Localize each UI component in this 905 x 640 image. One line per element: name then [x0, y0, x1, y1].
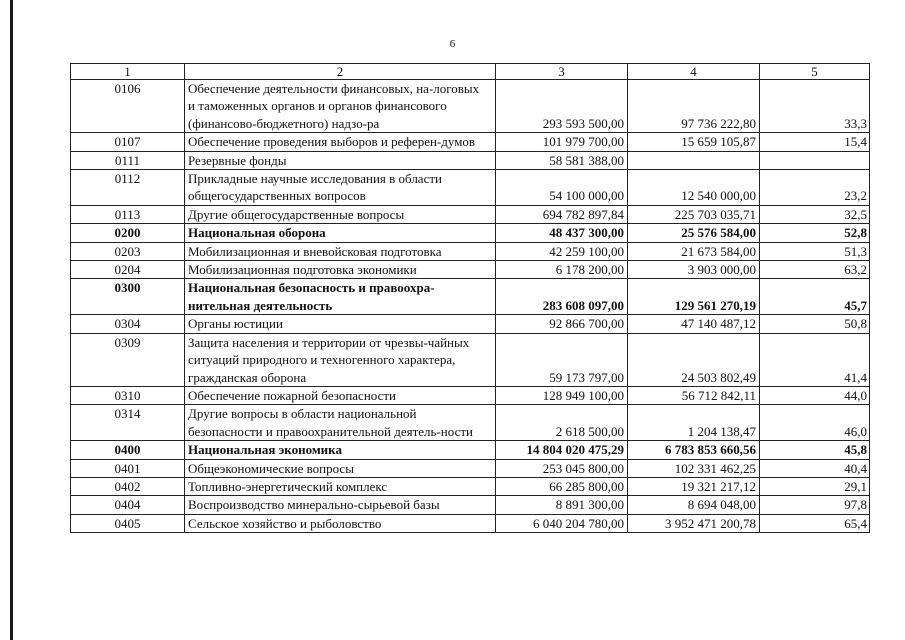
row-name-cell: Воспроизводство минерально-сырьевой базы	[185, 496, 496, 514]
table-row	[71, 315, 870, 333]
row-plan-cell: 6 040 204 780,00	[496, 514, 628, 532]
row-percent-cell: 15,4	[760, 133, 870, 151]
row-name-cell: Защита населения и территории от чрезвы-чайных ситуаций природного и техногенного характера, гражданская оборона	[185, 333, 496, 386]
row-percent-cell: 65,4	[760, 514, 870, 532]
row-name-cell: Общеэкономические вопросы	[185, 459, 496, 477]
row-actual-cell: 8 694 048,00	[628, 496, 760, 514]
row-actual-cell: 24 503 802,49	[628, 333, 760, 386]
table-row	[71, 459, 870, 477]
row-percent-cell: 97,8	[760, 496, 870, 514]
table-row	[71, 261, 870, 279]
row-percent-cell: 44,0	[760, 386, 870, 404]
header-col-1: 1	[71, 64, 185, 80]
page-number: 6	[449, 38, 456, 50]
table-row	[71, 242, 870, 260]
row-code-cell: 0310	[71, 386, 185, 404]
row-name-cell: Органы юстиции	[185, 315, 496, 333]
row-plan-cell: 54 100 000,00	[496, 170, 628, 206]
row-code-cell: 0404	[71, 496, 185, 514]
row-percent-cell: 40,4	[760, 459, 870, 477]
row-percent-cell: 46,0	[760, 405, 870, 441]
table-row	[71, 133, 870, 151]
row-code-cell: 0203	[71, 242, 185, 260]
row-code-cell: 0107	[71, 133, 185, 151]
row-percent-cell: 41,4	[760, 333, 870, 386]
budget-table	[70, 63, 870, 533]
row-name-cell: Национальная оборона	[185, 224, 496, 242]
row-name-cell: Прикладные научные исследования в области общегосударственных вопросов	[185, 170, 496, 206]
table-body	[71, 80, 870, 533]
row-actual-cell: 21 673 584,00	[628, 242, 760, 260]
row-percent-cell: 32,5	[760, 205, 870, 223]
row-code-cell: 0111	[71, 151, 185, 169]
table-row	[71, 441, 870, 459]
row-percent-cell: 23,2	[760, 170, 870, 206]
row-name-cell: Другие вопросы в области национальной безопасности и правоохранительной деятель-ности	[185, 405, 496, 441]
row-code-cell: 0304	[71, 315, 185, 333]
table-row	[71, 333, 870, 386]
row-plan-cell: 66 285 800,00	[496, 477, 628, 495]
table-row	[71, 477, 870, 495]
row-name-cell: Обеспечение деятельности финансовых, на-логовых и таможенных органов и органов финансового (финансово-бюджетного) надзо-ра	[185, 80, 496, 133]
row-actual-cell: 19 321 217,12	[628, 477, 760, 495]
row-code-cell: 0401	[71, 459, 185, 477]
row-actual-cell: 12 540 000,00	[628, 170, 760, 206]
row-plan-cell: 59 173 797,00	[496, 333, 628, 386]
table-row	[71, 170, 870, 206]
row-name-cell: Мобилизационная подготовка экономики	[185, 261, 496, 279]
row-percent-cell: 29,1	[760, 477, 870, 495]
header-col-5: 5	[760, 64, 870, 80]
header-col-4: 4	[628, 64, 760, 80]
row-plan-cell: 2 618 500,00	[496, 405, 628, 441]
table-row	[71, 151, 870, 169]
table-header-row	[71, 64, 870, 80]
row-code-cell: 0204	[71, 261, 185, 279]
row-plan-cell: 253 045 800,00	[496, 459, 628, 477]
row-actual-cell: 1 204 138,47	[628, 405, 760, 441]
row-code-cell: 0200	[71, 224, 185, 242]
row-actual-cell: 225 703 035,71	[628, 205, 760, 223]
row-actual-cell: 25 576 584,00	[628, 224, 760, 242]
row-code-cell: 0106	[71, 80, 185, 133]
row-plan-cell: 42 259 100,00	[496, 242, 628, 260]
row-percent-cell	[760, 151, 870, 169]
row-code-cell: 0300	[71, 279, 185, 315]
row-percent-cell: 52,8	[760, 224, 870, 242]
row-code-cell: 0112	[71, 170, 185, 206]
row-plan-cell: 128 949 100,00	[496, 386, 628, 404]
row-percent-cell: 45,8	[760, 441, 870, 459]
row-plan-cell: 58 581 388,00	[496, 151, 628, 169]
row-code-cell: 0400	[71, 441, 185, 459]
page-binding-line	[10, 0, 13, 640]
table-row	[71, 405, 870, 441]
row-percent-cell: 50,8	[760, 315, 870, 333]
row-name-cell: Другие общегосударственные вопросы	[185, 205, 496, 223]
row-code-cell: 0402	[71, 477, 185, 495]
row-plan-cell: 8 891 300,00	[496, 496, 628, 514]
row-name-cell: Мобилизационная и вневойсковая подготовка	[185, 242, 496, 260]
row-name-cell: Национальная экономика	[185, 441, 496, 459]
header-col-2: 2	[185, 64, 496, 80]
row-percent-cell: 45,7	[760, 279, 870, 315]
row-code-cell: 0113	[71, 205, 185, 223]
table-row	[71, 279, 870, 315]
row-code-cell: 0314	[71, 405, 185, 441]
row-actual-cell: 3 952 471 200,78	[628, 514, 760, 532]
header-col-3: 3	[496, 64, 628, 80]
row-actual-cell: 47 140 487,12	[628, 315, 760, 333]
row-percent-cell: 33,3	[760, 80, 870, 133]
row-name-cell: Национальная безопасность и правоохра-нительная деятельность	[185, 279, 496, 315]
row-name-cell: Обеспечение проведения выборов и референ-думов	[185, 133, 496, 151]
row-plan-cell: 14 804 020 475,29	[496, 441, 628, 459]
row-plan-cell: 6 178 200,00	[496, 261, 628, 279]
table-row	[71, 80, 870, 133]
row-code-cell: 0405	[71, 514, 185, 532]
row-actual-cell: 102 331 462,25	[628, 459, 760, 477]
row-plan-cell: 92 866 700,00	[496, 315, 628, 333]
row-actual-cell: 56 712 842,11	[628, 386, 760, 404]
row-name-cell: Обеспечение пожарной безопасности	[185, 386, 496, 404]
row-actual-cell: 129 561 270,19	[628, 279, 760, 315]
row-plan-cell: 101 979 700,00	[496, 133, 628, 151]
row-actual-cell: 6 783 853 660,56	[628, 441, 760, 459]
row-plan-cell: 293 593 500,00	[496, 80, 628, 133]
row-plan-cell: 48 437 300,00	[496, 224, 628, 242]
row-actual-cell	[628, 151, 760, 169]
table-row	[71, 386, 870, 404]
row-name-cell: Топливно-энергетический комплекс	[185, 477, 496, 495]
row-name-cell: Резервные фонды	[185, 151, 496, 169]
table-row	[71, 205, 870, 223]
row-percent-cell: 51,3	[760, 242, 870, 260]
row-code-cell: 0309	[71, 333, 185, 386]
row-actual-cell: 15 659 105,87	[628, 133, 760, 151]
row-actual-cell: 97 736 222,80	[628, 80, 760, 133]
row-percent-cell: 63,2	[760, 261, 870, 279]
row-plan-cell: 694 782 897,84	[496, 205, 628, 223]
row-name-cell: Сельское хозяйство и рыболовство	[185, 514, 496, 532]
table-row	[71, 224, 870, 242]
table-row	[71, 514, 870, 532]
table-row	[71, 496, 870, 514]
row-actual-cell: 3 903 000,00	[628, 261, 760, 279]
row-plan-cell: 283 608 097,00	[496, 279, 628, 315]
